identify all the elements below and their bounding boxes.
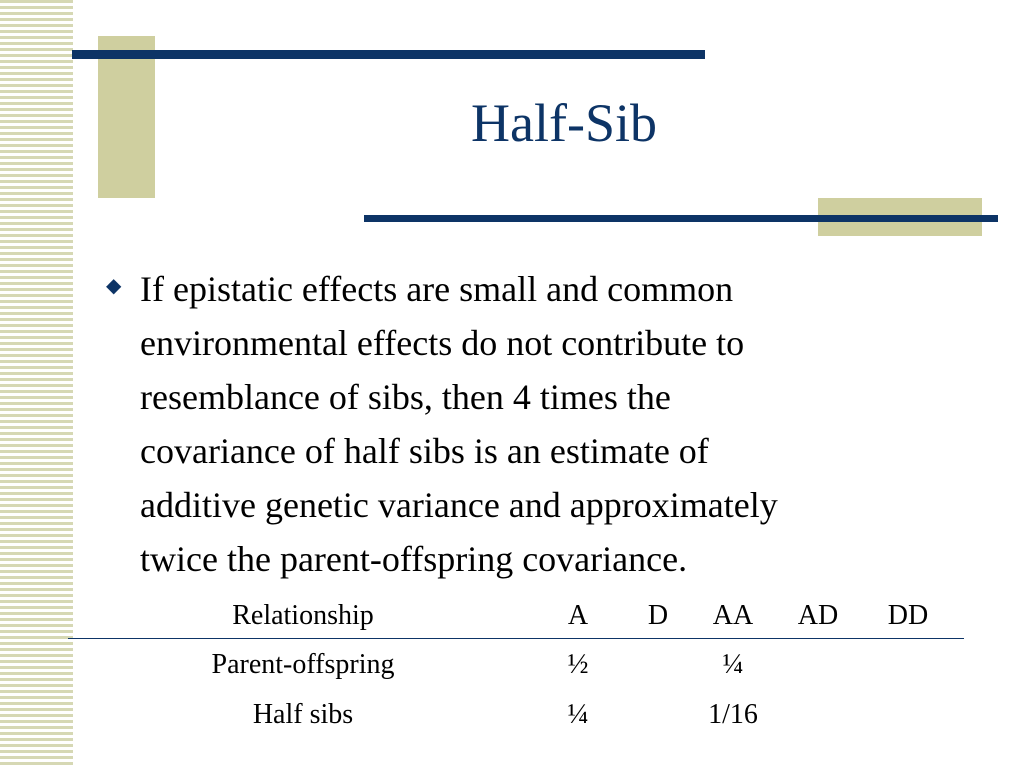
table-cell: Half sibs [252,699,354,730]
title-rule-bottom [364,215,998,222]
header-dd: DD [887,600,929,631]
slide-title: Half-Sib [471,93,657,153]
table-cell: ¼ [722,649,744,680]
bullet-line: resemblance of sibs, then 4 times the [140,377,671,417]
table-header-row [68,600,964,639]
bullet-line: If epistatic effects are small and common [140,269,734,309]
bullet-line: additive genetic variance and approximately [140,485,778,525]
table-cell: ¼ [567,699,589,730]
header-relationship: Relationship [232,600,374,631]
header-aa: AA [712,600,754,631]
table-row [68,689,964,739]
bullet-line: covariance of half sibs is an estimate of [140,431,709,471]
table-row [68,639,964,689]
coefficient-table [68,600,964,739]
bullet-diamond-icon: ◆ [106,275,122,297]
bullet-text [140,262,980,586]
table-cell: 1/16 [708,699,758,730]
decorative-block-top [98,36,155,198]
side-stripe-decoration [0,0,73,768]
bullet-line: environmental effects do not contribute to [140,323,745,363]
header-ad: AD [797,600,839,631]
header-a: A [567,600,589,631]
bullet-line: twice the parent-offspring covariance. [140,539,688,579]
table-cell: Parent-offspring [211,649,395,680]
header-d: D [647,600,669,631]
title-rule-top [72,50,705,59]
table-cell: ½ [567,649,589,680]
